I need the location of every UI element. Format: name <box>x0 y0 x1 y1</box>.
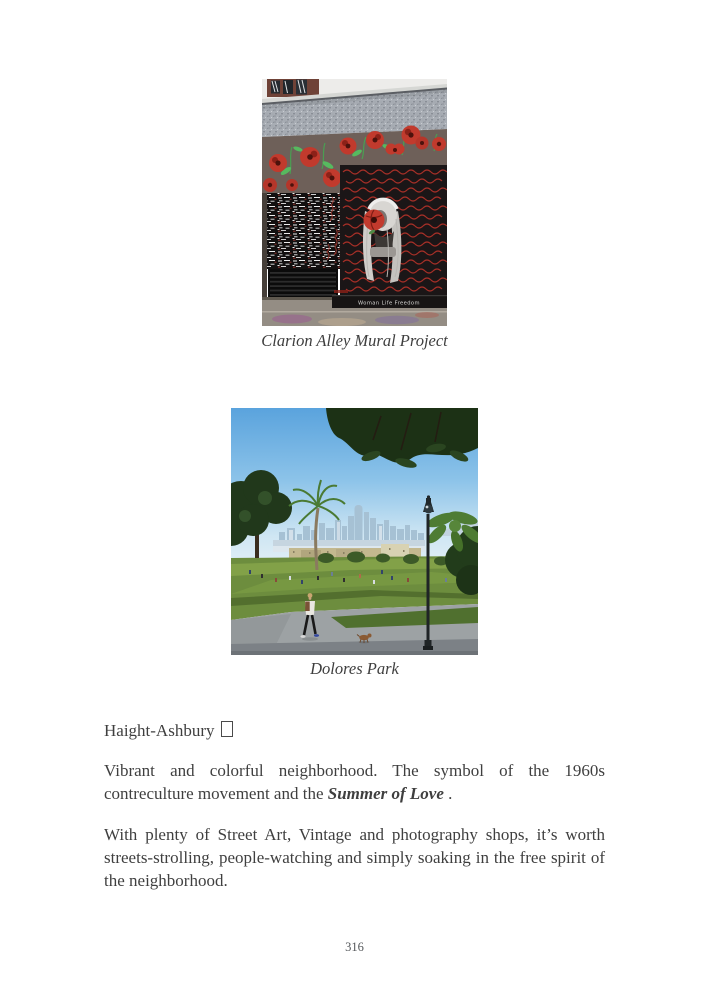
paragraph-1-post: . <box>443 784 453 803</box>
figure-park <box>231 408 478 655</box>
figure-mural <box>262 79 447 326</box>
page-number: 316 <box>345 940 364 954</box>
park-illustration <box>231 408 478 655</box>
mural-illustration <box>262 79 447 326</box>
paragraph-1-emphasis: Summer of Love <box>327 784 444 803</box>
missing-glyph-icon <box>221 721 233 737</box>
park-caption-row <box>0 660 709 679</box>
paragraph-1 <box>104 759 605 805</box>
mural-embedded-text: Woman Life Freedom <box>358 300 420 307</box>
park-photo <box>231 408 478 655</box>
section-heading <box>104 719 605 742</box>
mural-photo <box>262 79 447 326</box>
page-footer <box>0 940 709 955</box>
background-building <box>267 79 319 97</box>
mural-caption-row <box>0 332 709 351</box>
paragraph-2: With plenty of Street Art, Vintage and photography shops, it’s worth streets-strolling, people-watching and simply soaking in the free spirit of the neighborhood. <box>104 825 605 890</box>
paragraph-1-pre: Vibrant and colorful neighborhood. The symbol of the 1960s contreculture movement and the <box>104 761 605 803</box>
mural-caption: Clarion Alley Mural Project <box>261 331 448 350</box>
park-caption: Dolores Park <box>310 659 399 678</box>
heading-text: Haight-Ashbury <box>104 721 215 740</box>
vent-grille <box>268 269 338 297</box>
